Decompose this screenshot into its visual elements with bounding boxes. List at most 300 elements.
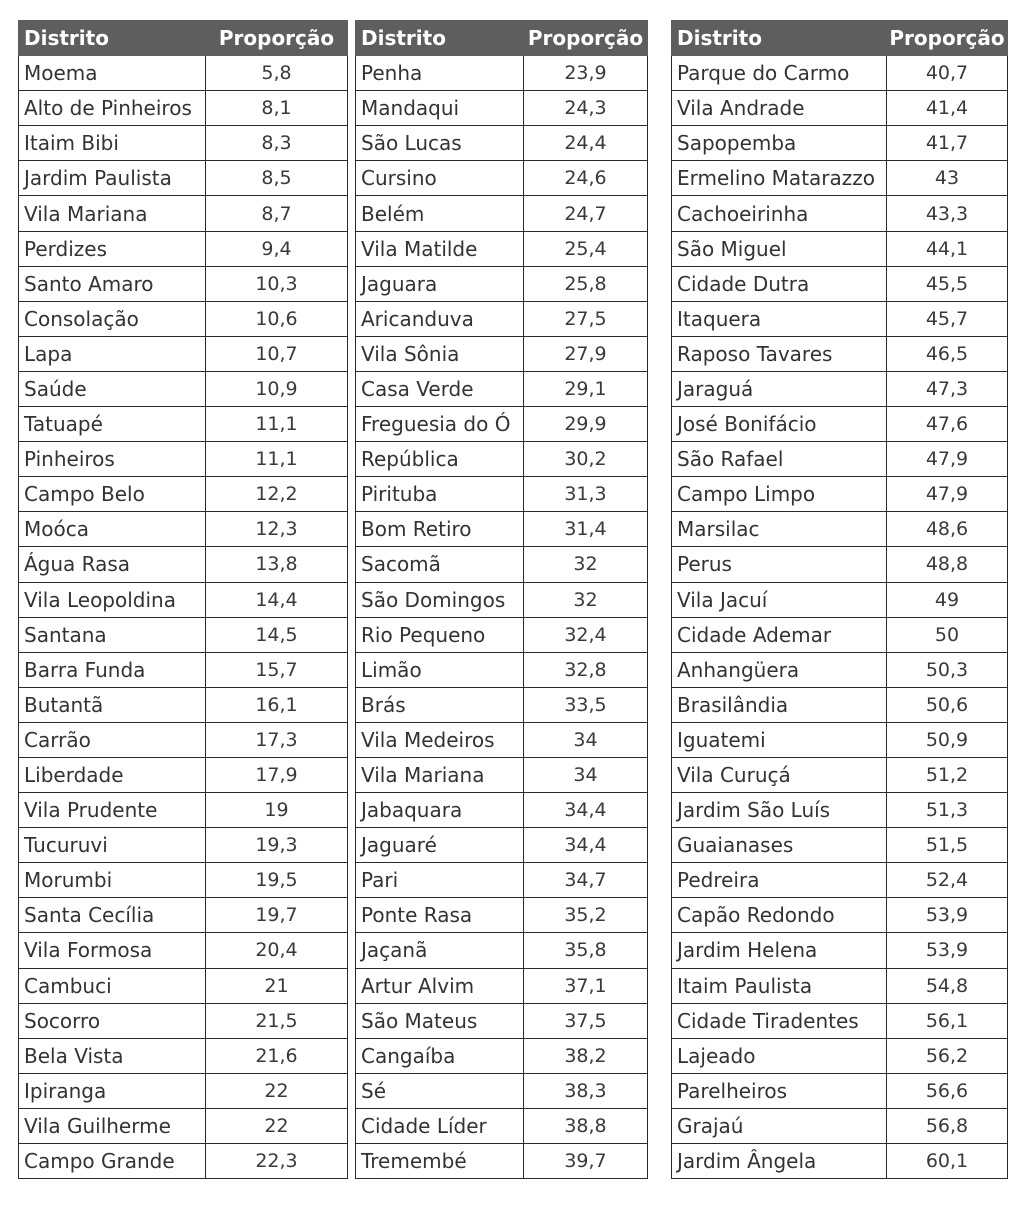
table-row	[672, 898, 1008, 933]
proportion-value-cell: 52,4	[887, 863, 1008, 898]
proportion-value-cell: 41,4	[887, 91, 1008, 126]
proportion-value-cell: 29,1	[524, 371, 648, 406]
district-name-cell: Alto de Pinheiros	[19, 91, 206, 126]
proportion-value-cell: 27,5	[524, 301, 648, 336]
proportion-value-cell: 24,3	[524, 91, 648, 126]
district-name-cell: Vila Guilherme	[19, 1108, 206, 1143]
table-row	[672, 793, 1008, 828]
table-row	[356, 196, 648, 231]
district-name-cell: Itaim Paulista	[672, 968, 887, 1003]
column-header-proporcao: Proporção	[524, 21, 648, 56]
district-name-cell: Vila Jacuí	[672, 582, 887, 617]
district-name-cell: Jaraguá	[672, 371, 887, 406]
proportion-value-cell: 54,8	[887, 968, 1008, 1003]
district-name-cell: Campo Grande	[19, 1144, 206, 1179]
table-row	[672, 1108, 1008, 1143]
proportion-value-cell: 31,4	[524, 512, 648, 547]
table-row	[356, 231, 648, 266]
proportion-value-cell: 56,6	[887, 1073, 1008, 1108]
table-row	[19, 1073, 348, 1108]
table-row	[356, 1038, 648, 1073]
proportion-value-cell: 24,6	[524, 161, 648, 196]
table-header-row	[356, 21, 648, 56]
proportion-value-cell: 40,7	[887, 56, 1008, 91]
table-row	[19, 231, 348, 266]
proportion-value-cell: 46,5	[887, 336, 1008, 371]
table-row	[19, 863, 348, 898]
district-name-cell: Saúde	[19, 371, 206, 406]
column-header-proporcao: Proporção	[206, 21, 348, 56]
proportion-value-cell: 31,3	[524, 477, 648, 512]
district-name-cell: Cursino	[356, 161, 524, 196]
proportion-value-cell: 10,7	[206, 336, 348, 371]
district-table-1	[18, 20, 348, 1179]
district-name-cell: Bom Retiro	[356, 512, 524, 547]
table-row	[672, 828, 1008, 863]
district-name-cell: Cambuci	[19, 968, 206, 1003]
district-name-cell: Vila Andrade	[672, 91, 887, 126]
proportion-value-cell: 48,6	[887, 512, 1008, 547]
district-name-cell: Iguatemi	[672, 722, 887, 757]
table-row	[672, 863, 1008, 898]
table-row	[672, 91, 1008, 126]
table-row	[19, 722, 348, 757]
table-row	[19, 407, 348, 442]
proportion-value-cell: 47,3	[887, 371, 1008, 406]
district-name-cell: Butantã	[19, 687, 206, 722]
proportion-value-cell: 19,3	[206, 828, 348, 863]
district-name-cell: Capão Redondo	[672, 898, 887, 933]
table-row	[356, 56, 648, 91]
district-name-cell: Água Rasa	[19, 547, 206, 582]
table-row	[356, 1003, 648, 1038]
column-header-proporcao: Proporção	[887, 21, 1008, 56]
proportion-value-cell: 43	[887, 161, 1008, 196]
district-name-cell: Itaim Bibi	[19, 126, 206, 161]
table-row	[672, 687, 1008, 722]
district-name-cell: Campo Limpo	[672, 477, 887, 512]
table-row	[19, 512, 348, 547]
proportion-value-cell: 10,6	[206, 301, 348, 336]
table-row	[19, 266, 348, 301]
district-name-cell: Vila Formosa	[19, 933, 206, 968]
table-row	[672, 757, 1008, 792]
district-name-cell: Marsilac	[672, 512, 887, 547]
proportion-value-cell: 17,9	[206, 757, 348, 792]
proportion-value-cell: 16,1	[206, 687, 348, 722]
district-name-cell: Jardim Helena	[672, 933, 887, 968]
table-row	[672, 547, 1008, 582]
proportion-value-cell: 30,2	[524, 442, 648, 477]
proportion-value-cell: 17,3	[206, 722, 348, 757]
district-name-cell: Consolação	[19, 301, 206, 336]
table-row	[672, 1073, 1008, 1108]
table-row	[672, 617, 1008, 652]
proportion-value-cell: 25,4	[524, 231, 648, 266]
proportion-value-cell: 56,2	[887, 1038, 1008, 1073]
proportion-value-cell: 12,3	[206, 512, 348, 547]
district-name-cell: Sé	[356, 1073, 524, 1108]
proportion-value-cell: 34,7	[524, 863, 648, 898]
table-row	[356, 266, 648, 301]
table-row	[356, 512, 648, 547]
district-name-cell: Jardim Ângela	[672, 1144, 887, 1179]
table-row	[19, 933, 348, 968]
district-name-cell: Barra Funda	[19, 652, 206, 687]
table-row	[19, 91, 348, 126]
proportion-value-cell: 19	[206, 793, 348, 828]
district-name-cell: São Lucas	[356, 126, 524, 161]
proportion-value-cell: 8,3	[206, 126, 348, 161]
proportion-value-cell: 50,6	[887, 687, 1008, 722]
table-row	[672, 652, 1008, 687]
district-name-cell: Pari	[356, 863, 524, 898]
table-row	[19, 56, 348, 91]
proportion-value-cell: 56,1	[887, 1003, 1008, 1038]
proportion-value-cell: 20,4	[206, 933, 348, 968]
proportion-value-cell: 56,8	[887, 1108, 1008, 1143]
table-row	[356, 793, 648, 828]
proportion-value-cell: 19,5	[206, 863, 348, 898]
district-name-cell: Rio Pequeno	[356, 617, 524, 652]
proportion-value-cell: 60,1	[887, 1144, 1008, 1179]
district-name-cell: Jaçanã	[356, 933, 524, 968]
table-row	[672, 161, 1008, 196]
proportion-value-cell: 10,9	[206, 371, 348, 406]
table-row	[672, 56, 1008, 91]
district-name-cell: Santo Amaro	[19, 266, 206, 301]
district-name-cell: Santa Cecília	[19, 898, 206, 933]
district-name-cell: Jaguara	[356, 266, 524, 301]
district-name-cell: Mandaqui	[356, 91, 524, 126]
district-name-cell: Sapopemba	[672, 126, 887, 161]
district-name-cell: Artur Alvim	[356, 968, 524, 1003]
proportion-value-cell: 15,7	[206, 652, 348, 687]
table-row	[356, 547, 648, 582]
table-row	[672, 968, 1008, 1003]
district-name-cell: Lajeado	[672, 1038, 887, 1073]
table-row	[19, 371, 348, 406]
proportion-value-cell: 48,8	[887, 547, 1008, 582]
proportion-value-cell: 32,8	[524, 652, 648, 687]
proportion-value-cell: 49	[887, 582, 1008, 617]
table-row	[356, 301, 648, 336]
table-row	[672, 407, 1008, 442]
district-name-cell: Cidade Ademar	[672, 617, 887, 652]
table-row	[19, 968, 348, 1003]
proportion-value-cell: 14,5	[206, 617, 348, 652]
table-row	[356, 161, 648, 196]
district-name-cell: São Domingos	[356, 582, 524, 617]
district-name-cell: Jardim São Luís	[672, 793, 887, 828]
table-row	[19, 1144, 348, 1179]
table-row	[672, 371, 1008, 406]
column-header-distrito: Distrito	[356, 21, 524, 56]
table-row	[19, 582, 348, 617]
district-name-cell: Bela Vista	[19, 1038, 206, 1073]
table-row	[672, 301, 1008, 336]
proportion-value-cell: 37,5	[524, 1003, 648, 1038]
district-name-cell: Belém	[356, 196, 524, 231]
table-row	[356, 582, 648, 617]
district-name-cell: Parque do Carmo	[672, 56, 887, 91]
proportion-value-cell: 43,3	[887, 196, 1008, 231]
proportion-value-cell: 32,4	[524, 617, 648, 652]
table-header-row	[19, 21, 348, 56]
proportion-value-cell: 21	[206, 968, 348, 1003]
proportion-value-cell: 51,2	[887, 757, 1008, 792]
proportion-value-cell: 47,9	[887, 477, 1008, 512]
proportion-value-cell: 38,2	[524, 1038, 648, 1073]
table-row	[19, 477, 348, 512]
table-row	[19, 1038, 348, 1073]
table-row	[356, 477, 648, 512]
district-name-cell: Vila Medeiros	[356, 722, 524, 757]
table-row	[356, 442, 648, 477]
proportion-value-cell: 45,5	[887, 266, 1008, 301]
district-name-cell: Pedreira	[672, 863, 887, 898]
table-row	[672, 196, 1008, 231]
district-name-cell: Vila Sônia	[356, 336, 524, 371]
table-row	[356, 1144, 648, 1179]
proportion-value-cell: 51,5	[887, 828, 1008, 863]
table-row	[672, 512, 1008, 547]
column-header-distrito: Distrito	[672, 21, 887, 56]
table-row	[19, 617, 348, 652]
table-row	[19, 547, 348, 582]
district-name-cell: Tremembé	[356, 1144, 524, 1179]
proportion-value-cell: 35,2	[524, 898, 648, 933]
proportion-value-cell: 35,8	[524, 933, 648, 968]
proportion-value-cell: 5,8	[206, 56, 348, 91]
district-name-cell: Vila Mariana	[19, 196, 206, 231]
table-row	[356, 91, 648, 126]
table-row	[356, 126, 648, 161]
table-row	[19, 898, 348, 933]
proportion-value-cell: 41,7	[887, 126, 1008, 161]
table-row	[672, 1038, 1008, 1073]
table-row	[356, 722, 648, 757]
district-name-cell: Perus	[672, 547, 887, 582]
proportion-value-cell: 19,7	[206, 898, 348, 933]
district-name-cell: Vila Prudente	[19, 793, 206, 828]
proportion-value-cell: 37,1	[524, 968, 648, 1003]
proportion-value-cell: 47,9	[887, 442, 1008, 477]
district-name-cell: Cangaíba	[356, 1038, 524, 1073]
table-row	[19, 196, 348, 231]
proportion-value-cell: 34,4	[524, 793, 648, 828]
table-row	[19, 652, 348, 687]
district-name-cell: Liberdade	[19, 757, 206, 792]
proportion-value-cell: 24,7	[524, 196, 648, 231]
district-name-cell: Moema	[19, 56, 206, 91]
proportion-value-cell: 12,2	[206, 477, 348, 512]
district-name-cell: Vila Mariana	[356, 757, 524, 792]
proportion-value-cell: 25,8	[524, 266, 648, 301]
proportion-value-cell: 32	[524, 582, 648, 617]
district-name-cell: São Rafael	[672, 442, 887, 477]
table-row	[356, 863, 648, 898]
table-row	[356, 407, 648, 442]
table-row	[356, 687, 648, 722]
district-name-cell: Campo Belo	[19, 477, 206, 512]
proportion-value-cell: 21,6	[206, 1038, 348, 1073]
proportion-value-cell: 38,3	[524, 1073, 648, 1108]
district-name-cell: Socorro	[19, 1003, 206, 1038]
table-row	[19, 1003, 348, 1038]
table-header-row	[672, 21, 1008, 56]
proportion-value-cell: 44,1	[887, 231, 1008, 266]
proportion-value-cell: 21,5	[206, 1003, 348, 1038]
proportion-value-cell: 22,3	[206, 1144, 348, 1179]
proportion-value-cell: 50,9	[887, 722, 1008, 757]
table-row	[672, 266, 1008, 301]
table-row	[672, 1144, 1008, 1179]
district-name-cell: Casa Verde	[356, 371, 524, 406]
table-row	[19, 1108, 348, 1143]
proportion-value-cell: 27,9	[524, 336, 648, 371]
district-name-cell: Moóca	[19, 512, 206, 547]
proportion-value-cell: 29,9	[524, 407, 648, 442]
district-name-cell: Raposo Tavares	[672, 336, 887, 371]
district-name-cell: José Bonifácio	[672, 407, 887, 442]
district-name-cell: Tatuapé	[19, 407, 206, 442]
district-name-cell: Perdizes	[19, 231, 206, 266]
table-row	[356, 1108, 648, 1143]
district-name-cell: Vila Matilde	[356, 231, 524, 266]
proportion-value-cell: 24,4	[524, 126, 648, 161]
district-name-cell: Grajaú	[672, 1108, 887, 1143]
proportion-value-cell: 23,9	[524, 56, 648, 91]
proportion-value-cell: 8,7	[206, 196, 348, 231]
district-name-cell: Sacomã	[356, 547, 524, 582]
district-name-cell: Vila Curuçá	[672, 757, 887, 792]
district-name-cell: Ipiranga	[19, 1073, 206, 1108]
proportion-value-cell: 53,9	[887, 898, 1008, 933]
table-row	[356, 1073, 648, 1108]
district-name-cell: Freguesia do Ó	[356, 407, 524, 442]
table-row	[19, 126, 348, 161]
district-name-cell: Cidade Dutra	[672, 266, 887, 301]
table-row	[672, 933, 1008, 968]
proportion-value-cell: 39,7	[524, 1144, 648, 1179]
proportion-value-cell: 11,1	[206, 442, 348, 477]
proportion-value-cell: 53,9	[887, 933, 1008, 968]
table-row	[672, 477, 1008, 512]
table-row	[672, 126, 1008, 161]
table-row	[356, 828, 648, 863]
proportion-value-cell: 13,8	[206, 547, 348, 582]
district-name-cell: Cachoeirinha	[672, 196, 887, 231]
district-table-3	[671, 20, 1008, 1179]
district-name-cell: Jaguaré	[356, 828, 524, 863]
district-name-cell: Cidade Tiradentes	[672, 1003, 887, 1038]
proportion-value-cell: 50	[887, 617, 1008, 652]
table-row	[19, 301, 348, 336]
district-name-cell: Limão	[356, 652, 524, 687]
proportion-value-cell: 32	[524, 547, 648, 582]
district-name-cell: Santana	[19, 617, 206, 652]
district-name-cell: Guaianases	[672, 828, 887, 863]
district-table-2	[355, 20, 648, 1179]
district-name-cell: Lapa	[19, 336, 206, 371]
table-row	[19, 757, 348, 792]
district-name-cell: Pirituba	[356, 477, 524, 512]
table-row	[19, 442, 348, 477]
table-row	[356, 898, 648, 933]
proportion-value-cell: 50,3	[887, 652, 1008, 687]
table-row	[672, 442, 1008, 477]
district-name-cell: Vila Leopoldina	[19, 582, 206, 617]
table-row	[19, 161, 348, 196]
table-row	[19, 793, 348, 828]
district-name-cell: Aricanduva	[356, 301, 524, 336]
table-row	[19, 336, 348, 371]
table-row	[19, 828, 348, 863]
district-name-cell: Jardim Paulista	[19, 161, 206, 196]
table-row	[356, 336, 648, 371]
table-row	[672, 336, 1008, 371]
table-row	[356, 617, 648, 652]
table-row	[672, 582, 1008, 617]
proportion-value-cell: 8,5	[206, 161, 348, 196]
proportion-value-cell: 11,1	[206, 407, 348, 442]
district-name-cell: Tucuruvi	[19, 828, 206, 863]
column-header-distrito: Distrito	[19, 21, 206, 56]
district-name-cell: Ponte Rasa	[356, 898, 524, 933]
proportion-value-cell: 34,4	[524, 828, 648, 863]
table-row	[356, 933, 648, 968]
table-row	[356, 757, 648, 792]
proportion-value-cell: 51,3	[887, 793, 1008, 828]
proportion-value-cell: 47,6	[887, 407, 1008, 442]
district-name-cell: Morumbi	[19, 863, 206, 898]
district-name-cell: Ermelino Matarazzo	[672, 161, 887, 196]
district-name-cell: Itaquera	[672, 301, 887, 336]
proportion-value-cell: 14,4	[206, 582, 348, 617]
district-name-cell: Anhangüera	[672, 652, 887, 687]
district-name-cell: Brás	[356, 687, 524, 722]
table-row	[356, 371, 648, 406]
proportion-value-cell: 45,7	[887, 301, 1008, 336]
proportion-value-cell: 10,3	[206, 266, 348, 301]
district-name-cell: Brasilândia	[672, 687, 887, 722]
table-row	[672, 231, 1008, 266]
proportion-value-cell: 22	[206, 1073, 348, 1108]
table-row	[356, 968, 648, 1003]
table-row	[672, 1003, 1008, 1038]
proportion-value-cell: 33,5	[524, 687, 648, 722]
proportion-value-cell: 34	[524, 757, 648, 792]
district-name-cell: República	[356, 442, 524, 477]
district-name-cell: Jabaquara	[356, 793, 524, 828]
proportion-value-cell: 9,4	[206, 231, 348, 266]
district-name-cell: São Mateus	[356, 1003, 524, 1038]
table-row	[19, 687, 348, 722]
district-name-cell: Pinheiros	[19, 442, 206, 477]
proportion-value-cell: 34	[524, 722, 648, 757]
proportion-value-cell: 38,8	[524, 1108, 648, 1143]
district-name-cell: São Miguel	[672, 231, 887, 266]
district-name-cell: Penha	[356, 56, 524, 91]
table-row	[356, 652, 648, 687]
proportion-value-cell: 8,1	[206, 91, 348, 126]
district-name-cell: Carrão	[19, 722, 206, 757]
district-name-cell: Cidade Líder	[356, 1108, 524, 1143]
district-name-cell: Parelheiros	[672, 1073, 887, 1108]
proportion-value-cell: 22	[206, 1108, 348, 1143]
table-row	[672, 722, 1008, 757]
